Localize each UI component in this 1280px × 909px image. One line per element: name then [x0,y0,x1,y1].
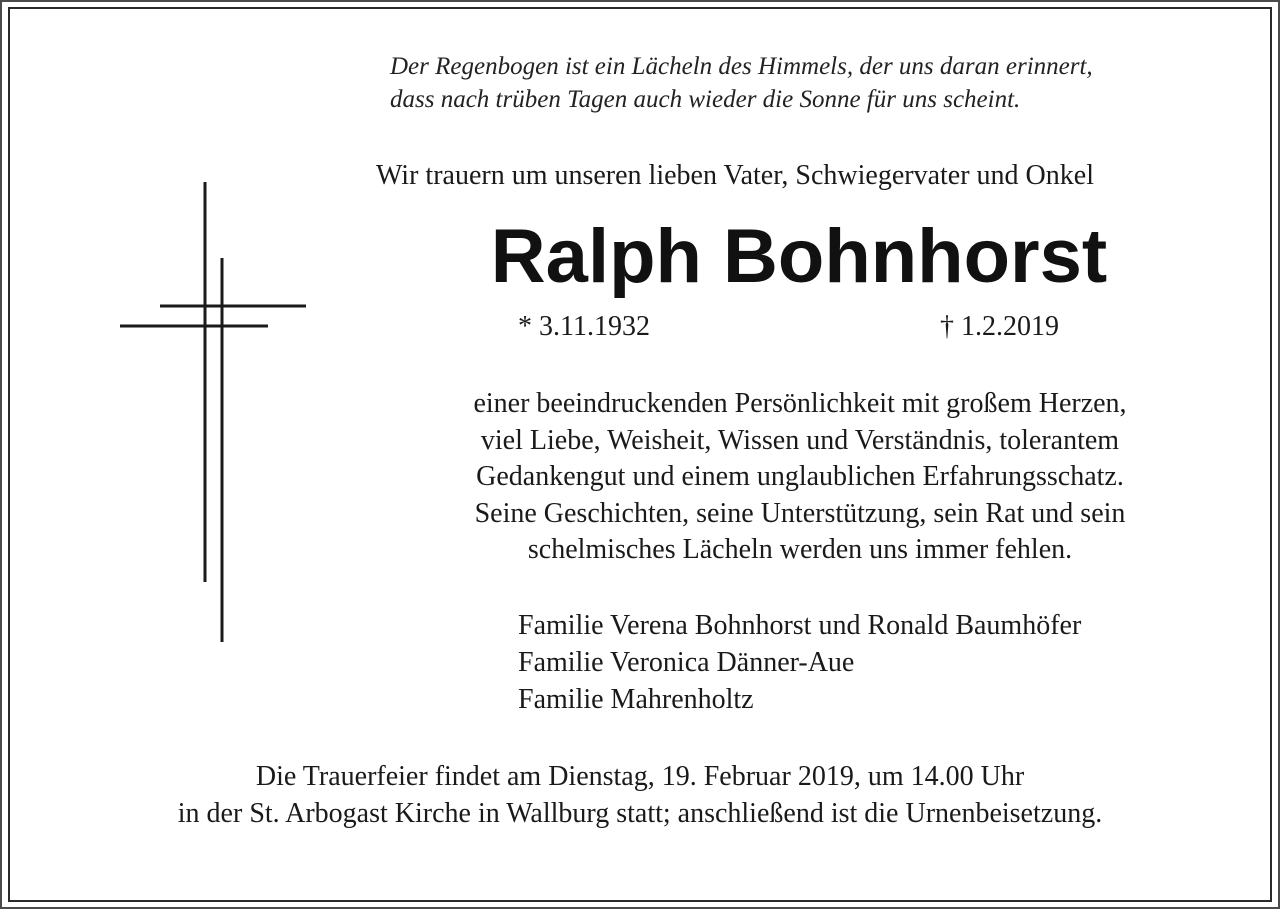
tribute-line: einer beeindruckenden Persönlichkeit mit großem Herzen, [473,388,1127,419]
mourning-intro: Wir trauern um unseren lieben Vater, Schwiegervater und Onkel [376,160,1094,191]
tribute-line: viel Liebe, Weisheit, Wissen und Verständnis, tolerantem [480,424,1120,456]
ceremony-line: Die Trauerfeier findet am Dienstag, 19. Februar 2019, um 14.00 Uhr [255,761,1025,792]
death-date: † 1.2.2019 [940,311,1059,342]
deceased-name [300,212,1280,302]
deceased-name-text: Ralph Bohnhorst [490,214,1108,299]
family-line: Familie Mahrenholtz [518,684,754,715]
ceremony-info [40,758,1240,832]
tribute-line: Gedankengut und einem unglaublichen Erfahrungsschatz. [476,461,1124,492]
tribute-line: Seine Geschichten, seine Unterstützung, sein Rat und sein [474,497,1126,529]
quote-line: dass nach trüben Tagen auch wieder die Sonne für uns scheint. [390,86,1021,113]
family-signatures [518,607,1081,718]
quote-line: Der Regenbogen ist ein Lächeln des Himmels, der uns daran erinnert, [390,53,1093,80]
birth-date: * 3.11.1932 [518,311,650,342]
ceremony-line: in der St. Arbogast Kirche in Wallburg statt; anschließend ist die Urnenbeisetzung. [177,798,1103,829]
family-line: Familie Verena Bohnhorst und Ronald Baumhöfer [518,610,1082,641]
family-line: Familie Veronica Dänner-Aue [518,647,855,678]
opening-quote [390,50,1250,116]
tribute-text [370,386,1230,569]
tribute-line: schelmisches Lächeln werden uns immer fehlen. [527,534,1073,565]
